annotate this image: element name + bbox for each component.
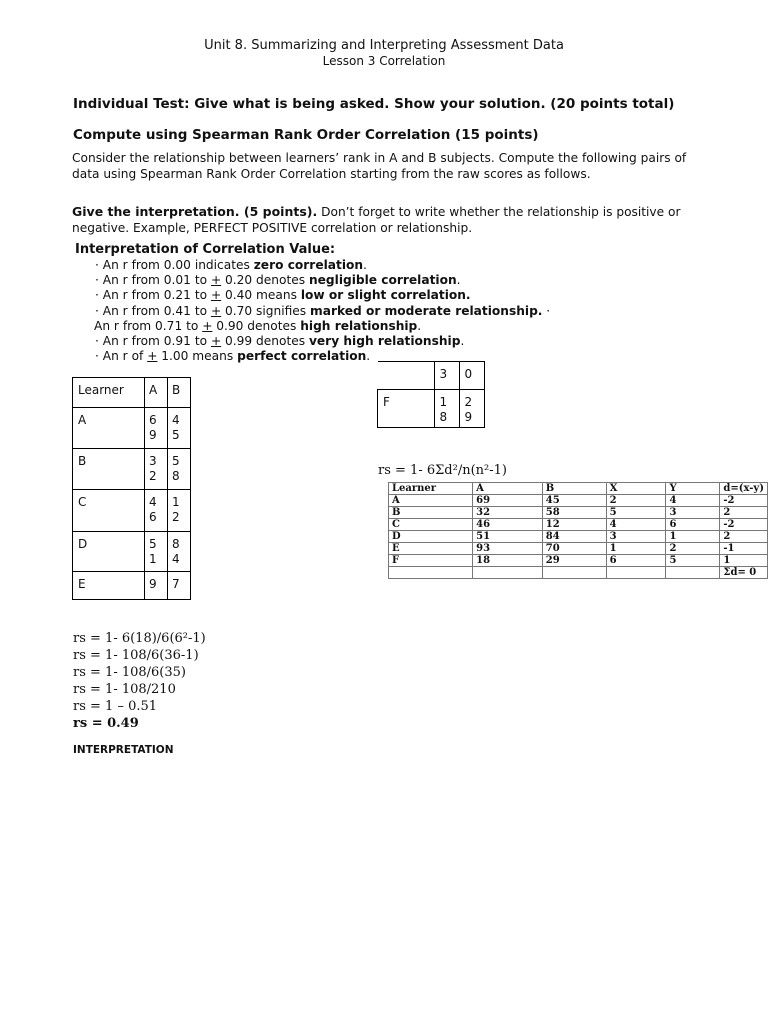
give-text: Don’t forget to write whether the relationship is positive or negative. Example, PERFECT POSITIVE correlation or relationship. xyxy=(72,205,681,235)
individual-test-heading: Individual Test: Give what is being asked. Show your solution. (20 points total) xyxy=(73,96,675,112)
table-row: A 6 9 4 5 xyxy=(73,408,191,449)
interp-line: · An r from 0.21 to + 0.40 means low or slight correlation. xyxy=(95,288,471,303)
interp-line: · An r from 0.01 to + 0.20 denotes negligible correlation. xyxy=(95,273,461,288)
consider-paragraph: Consider the relationship between learners’ rank in A and B subjects. Compute the following pairs of data using Spearman Rank Order Correlation starting from the raw scores as follows. xyxy=(72,151,687,181)
header-b: B xyxy=(168,378,191,408)
table-total-row: Σd= 0 xyxy=(389,567,768,579)
solution-line: rs = 1- 108/6(35) xyxy=(73,665,186,680)
table-row: E 9 7 xyxy=(73,572,191,600)
raw-scores-continuation-table xyxy=(377,361,485,428)
table-header-row: Learner A B X Y d=(x-y) xyxy=(389,483,768,495)
compute-heading: Compute using Spearman Rank Order Correlation (15 points) xyxy=(73,127,539,143)
interp-line: An r from 0.71 to + 0.90 denotes high relationship. xyxy=(94,318,422,333)
table-row: F 1 8 2 9 xyxy=(378,390,485,428)
table-header-row xyxy=(73,378,191,408)
give-bold: Give the interpretation. (5 points). xyxy=(72,204,318,219)
interpretation-list xyxy=(95,258,550,364)
interp-line: · An r of + 1.00 means perfect correlation. xyxy=(95,349,371,364)
header-learner: Learner xyxy=(73,378,145,408)
table-row: C 46 12 4 6 -2 xyxy=(389,519,768,531)
document-subtitle: Lesson 3 Correlation xyxy=(322,54,446,68)
solution-line: rs = 1 – 0.51 xyxy=(73,699,158,714)
interpretation-label: INTERPRETATION xyxy=(73,744,174,756)
solution-result: rs = 0.49 xyxy=(73,716,139,731)
interpretation-heading: Interpretation of Correlation Value: xyxy=(75,242,336,257)
solution-line: rs = 1- 108/6(36-1) xyxy=(73,648,199,663)
interpretation-instructions xyxy=(72,204,712,236)
table-row: F 18 29 6 5 1 xyxy=(389,555,768,567)
interp-line: · An r from 0.00 indicates zero correlation. xyxy=(95,258,367,272)
solution-steps xyxy=(73,630,206,732)
table-row: D 5 1 8 4 xyxy=(73,532,191,572)
interp-line: · An r from 0.41 to + 0.70 signifies marked or moderate relationship. · xyxy=(95,303,551,318)
table-row: D 51 84 3 1 2 xyxy=(389,531,768,543)
header-a: A xyxy=(145,378,168,408)
table-row: E 93 70 1 2 -1 xyxy=(389,543,768,555)
raw-scores-table xyxy=(72,377,191,600)
solution-line: rs = 1- 108/210 xyxy=(73,682,176,697)
ranking-computation-table xyxy=(388,482,768,579)
table-row: C 4 6 1 2 xyxy=(73,490,191,532)
solution-line: rs = 1- 6(18)/6(6²-1) xyxy=(73,631,206,646)
spearman-formula: rs = 1- 6Σd²/n(n²-1) xyxy=(378,463,507,478)
table-row: B 3 2 5 8 xyxy=(73,449,191,490)
table-row: B 32 58 5 3 2 xyxy=(389,507,768,519)
document-title: Unit 8. Summarizing and Interpreting Assessment Data xyxy=(204,38,564,53)
interp-line: · An r from 0.91 to + 0.99 denotes very high relationship. xyxy=(95,334,465,349)
table-row: 3 0 xyxy=(378,362,485,390)
table-row: A 69 45 2 4 -2 xyxy=(389,495,768,507)
